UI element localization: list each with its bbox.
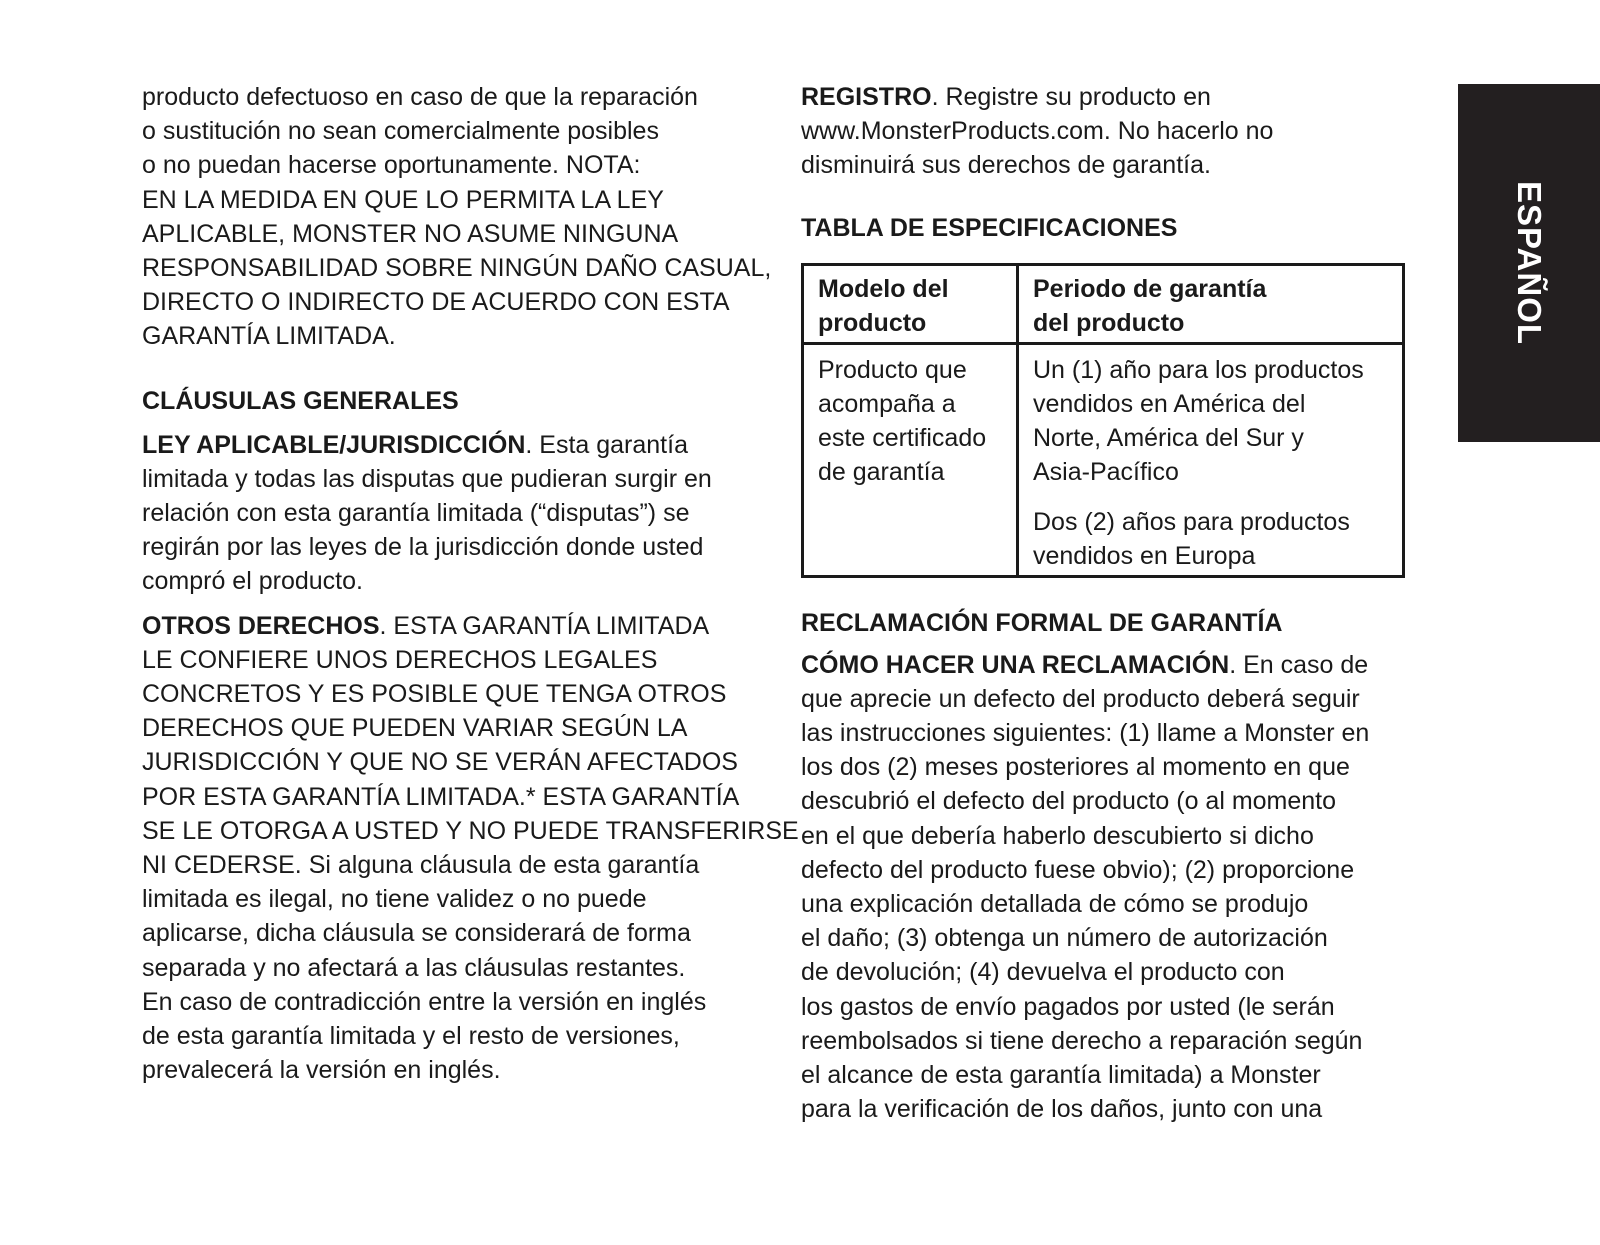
text-line: compró el producto. xyxy=(142,567,363,596)
left-column xyxy=(142,80,799,1087)
text-line: prevalecerá la versión en inglés. xyxy=(142,1056,501,1085)
text-line: acompaña a xyxy=(818,389,956,418)
text-line: de garantía xyxy=(818,457,945,486)
text-line: relación con esta garantía limitada (“disputas”) se xyxy=(142,499,690,528)
text-line: CONCRETOS Y ES POSIBLE QUE TENGA OTROS xyxy=(142,680,727,709)
text-line: Modelo del xyxy=(818,274,949,303)
text-line: las instrucciones siguientes: (1) llame a Monster en xyxy=(801,719,1370,748)
table-row xyxy=(803,343,1404,576)
text-line: SE LE OTORGA A USTED Y NO PUEDE TRANSFERIRSE xyxy=(142,816,799,845)
text-line: limitada es ilegal, no tiene validez o no puede xyxy=(142,885,647,914)
text-line: el daño; (3) obtenga un número de autorización xyxy=(801,924,1328,953)
text-line: GARANTÍA LIMITADA. xyxy=(142,322,396,351)
text-line: producto defectuoso en caso de que la reparación xyxy=(142,83,698,111)
claim-paragraph xyxy=(801,648,1411,1127)
applicable-law-term: LEY APLICABLE/JURISDICCIÓN xyxy=(142,430,526,459)
text-fragment: . En caso de xyxy=(1229,650,1369,679)
text-line: del producto xyxy=(1033,308,1185,337)
text-line: POR ESTA GARANTÍA LIMITADA.* ESTA GARANTÍA xyxy=(142,782,740,811)
table-cell-period xyxy=(1018,343,1404,576)
other-rights-term: OTROS DERECHOS xyxy=(142,611,380,640)
text-line: que aprecie un defecto del producto deberá seguir xyxy=(801,684,1360,713)
text-line: en el que debería haberlo descubierto si dicho xyxy=(801,821,1314,850)
table-header-row xyxy=(803,264,1404,343)
text-line: de esta garantía limitada y el resto de versiones, xyxy=(142,1022,680,1051)
period-americas-asia xyxy=(1033,353,1388,489)
language-tab xyxy=(1458,84,1600,442)
table-header-model xyxy=(803,264,1018,343)
disclaimer-paragraph xyxy=(142,80,772,354)
table-header-period xyxy=(1018,264,1404,343)
text-line xyxy=(142,428,762,462)
text-fragment: . Esta garantía xyxy=(525,430,688,459)
text-line: separada y no afectará a las cláusulas restantes. xyxy=(142,953,686,982)
text-line: Dos (2) años para productos xyxy=(1033,507,1350,536)
claim-term: CÓMO HACER UNA RECLAMACIÓN xyxy=(801,650,1230,679)
period-europe xyxy=(1033,505,1388,573)
text-line: o sustitución no sean comercialmente posibles xyxy=(142,117,659,146)
text-line: descubrió el defecto del producto (o al momento xyxy=(801,787,1337,816)
text-line xyxy=(801,648,1411,682)
text-line: JURISDICCIÓN Y QUE NO SE VERÁN AFECTADOS xyxy=(142,748,738,777)
text-line xyxy=(142,609,762,643)
text-line xyxy=(801,80,1411,114)
registration-term: REGISTRO xyxy=(801,83,932,111)
registration-paragraph xyxy=(801,80,1411,183)
text-line: defecto del producto fuese obvio); (2) proporcione xyxy=(801,855,1355,884)
applicable-law-paragraph xyxy=(142,428,762,599)
text-line: el alcance de esta garantía limitada) a Monster xyxy=(801,1061,1321,1090)
spec-table-heading: TABLA DE ESPECIFICACIONES xyxy=(801,213,1178,242)
text-line: los gastos de envío pagados por usted (le serán xyxy=(801,992,1335,1021)
text-line: vendidos en América del xyxy=(1033,389,1306,418)
right-column xyxy=(801,80,1411,1126)
text-line: producto xyxy=(818,308,927,337)
text-line: Norte, América del Sur y xyxy=(1033,423,1304,452)
text-line: www.MonsterProducts.com. No hacerlo no xyxy=(801,117,1274,146)
text-fragment: . ESTA GARANTÍA LIMITADA xyxy=(379,611,710,640)
text-line: Asia-Pacífico xyxy=(1033,457,1179,486)
text-line: reembolsados si tiene derecho a reparación según xyxy=(801,1026,1363,1055)
text-line: DERECHOS QUE PUEDEN VARIAR SEGÚN LA xyxy=(142,714,688,743)
text-line: vendidos en Europa xyxy=(1033,541,1256,570)
general-clauses-heading: CLÁUSULAS GENERALES xyxy=(142,386,459,415)
text-line: NI CEDERSE. Si alguna cláusula de esta garantía xyxy=(142,851,700,880)
text-line: para la verificación de los daños, junto con una xyxy=(801,1095,1323,1124)
text-line: regirán por las leyes de la jurisdicción donde usted xyxy=(142,533,704,562)
text-line: los dos (2) meses posteriores al momento en que xyxy=(801,753,1350,782)
text-line: EN LA MEDIDA EN QUE LO PERMITA LA LEY xyxy=(142,185,664,214)
table-cell-model xyxy=(803,343,1018,576)
text-line: limitada y todas las disputas que pudieran surgir en xyxy=(142,464,712,493)
text-line: de devolución; (4) devuelva el producto con xyxy=(801,958,1285,987)
text-line: En caso de contradicción entre la versión en inglés xyxy=(142,987,707,1016)
text-line: APLICABLE, MONSTER NO ASUME NINGUNA xyxy=(142,219,679,248)
language-tab-label: ESPAÑOL xyxy=(1511,180,1548,346)
text-line: Un (1) año para los productos xyxy=(1033,355,1364,384)
text-line: Periodo de garantía xyxy=(1033,274,1267,303)
text-fragment: . Registre su producto en xyxy=(931,83,1211,111)
text-line: aplicarse, dicha cláusula se considerará de forma xyxy=(142,919,691,948)
text-line: Producto que xyxy=(818,355,967,384)
text-line: o no puedan hacerse oportunamente. NOTA: xyxy=(142,151,641,180)
text-line: disminuirá sus derechos de garantía. xyxy=(801,151,1211,180)
text-line: este certificado xyxy=(818,423,987,452)
text-line: DIRECTO O INDIRECTO DE ACUERDO CON ESTA xyxy=(142,288,730,317)
spec-table xyxy=(801,263,1405,578)
text-line: una explicación detallada de cómo se produjo xyxy=(801,890,1309,919)
other-rights-paragraph xyxy=(142,609,799,1088)
text-line: LE CONFIERE UNOS DERECHOS LEGALES xyxy=(142,645,658,674)
text-line: RESPONSABILIDAD SOBRE NINGÚN DAÑO CASUAL, xyxy=(142,254,772,283)
warranty-claim-heading: RECLAMACIÓN FORMAL DE GARANTÍA xyxy=(801,608,1283,637)
